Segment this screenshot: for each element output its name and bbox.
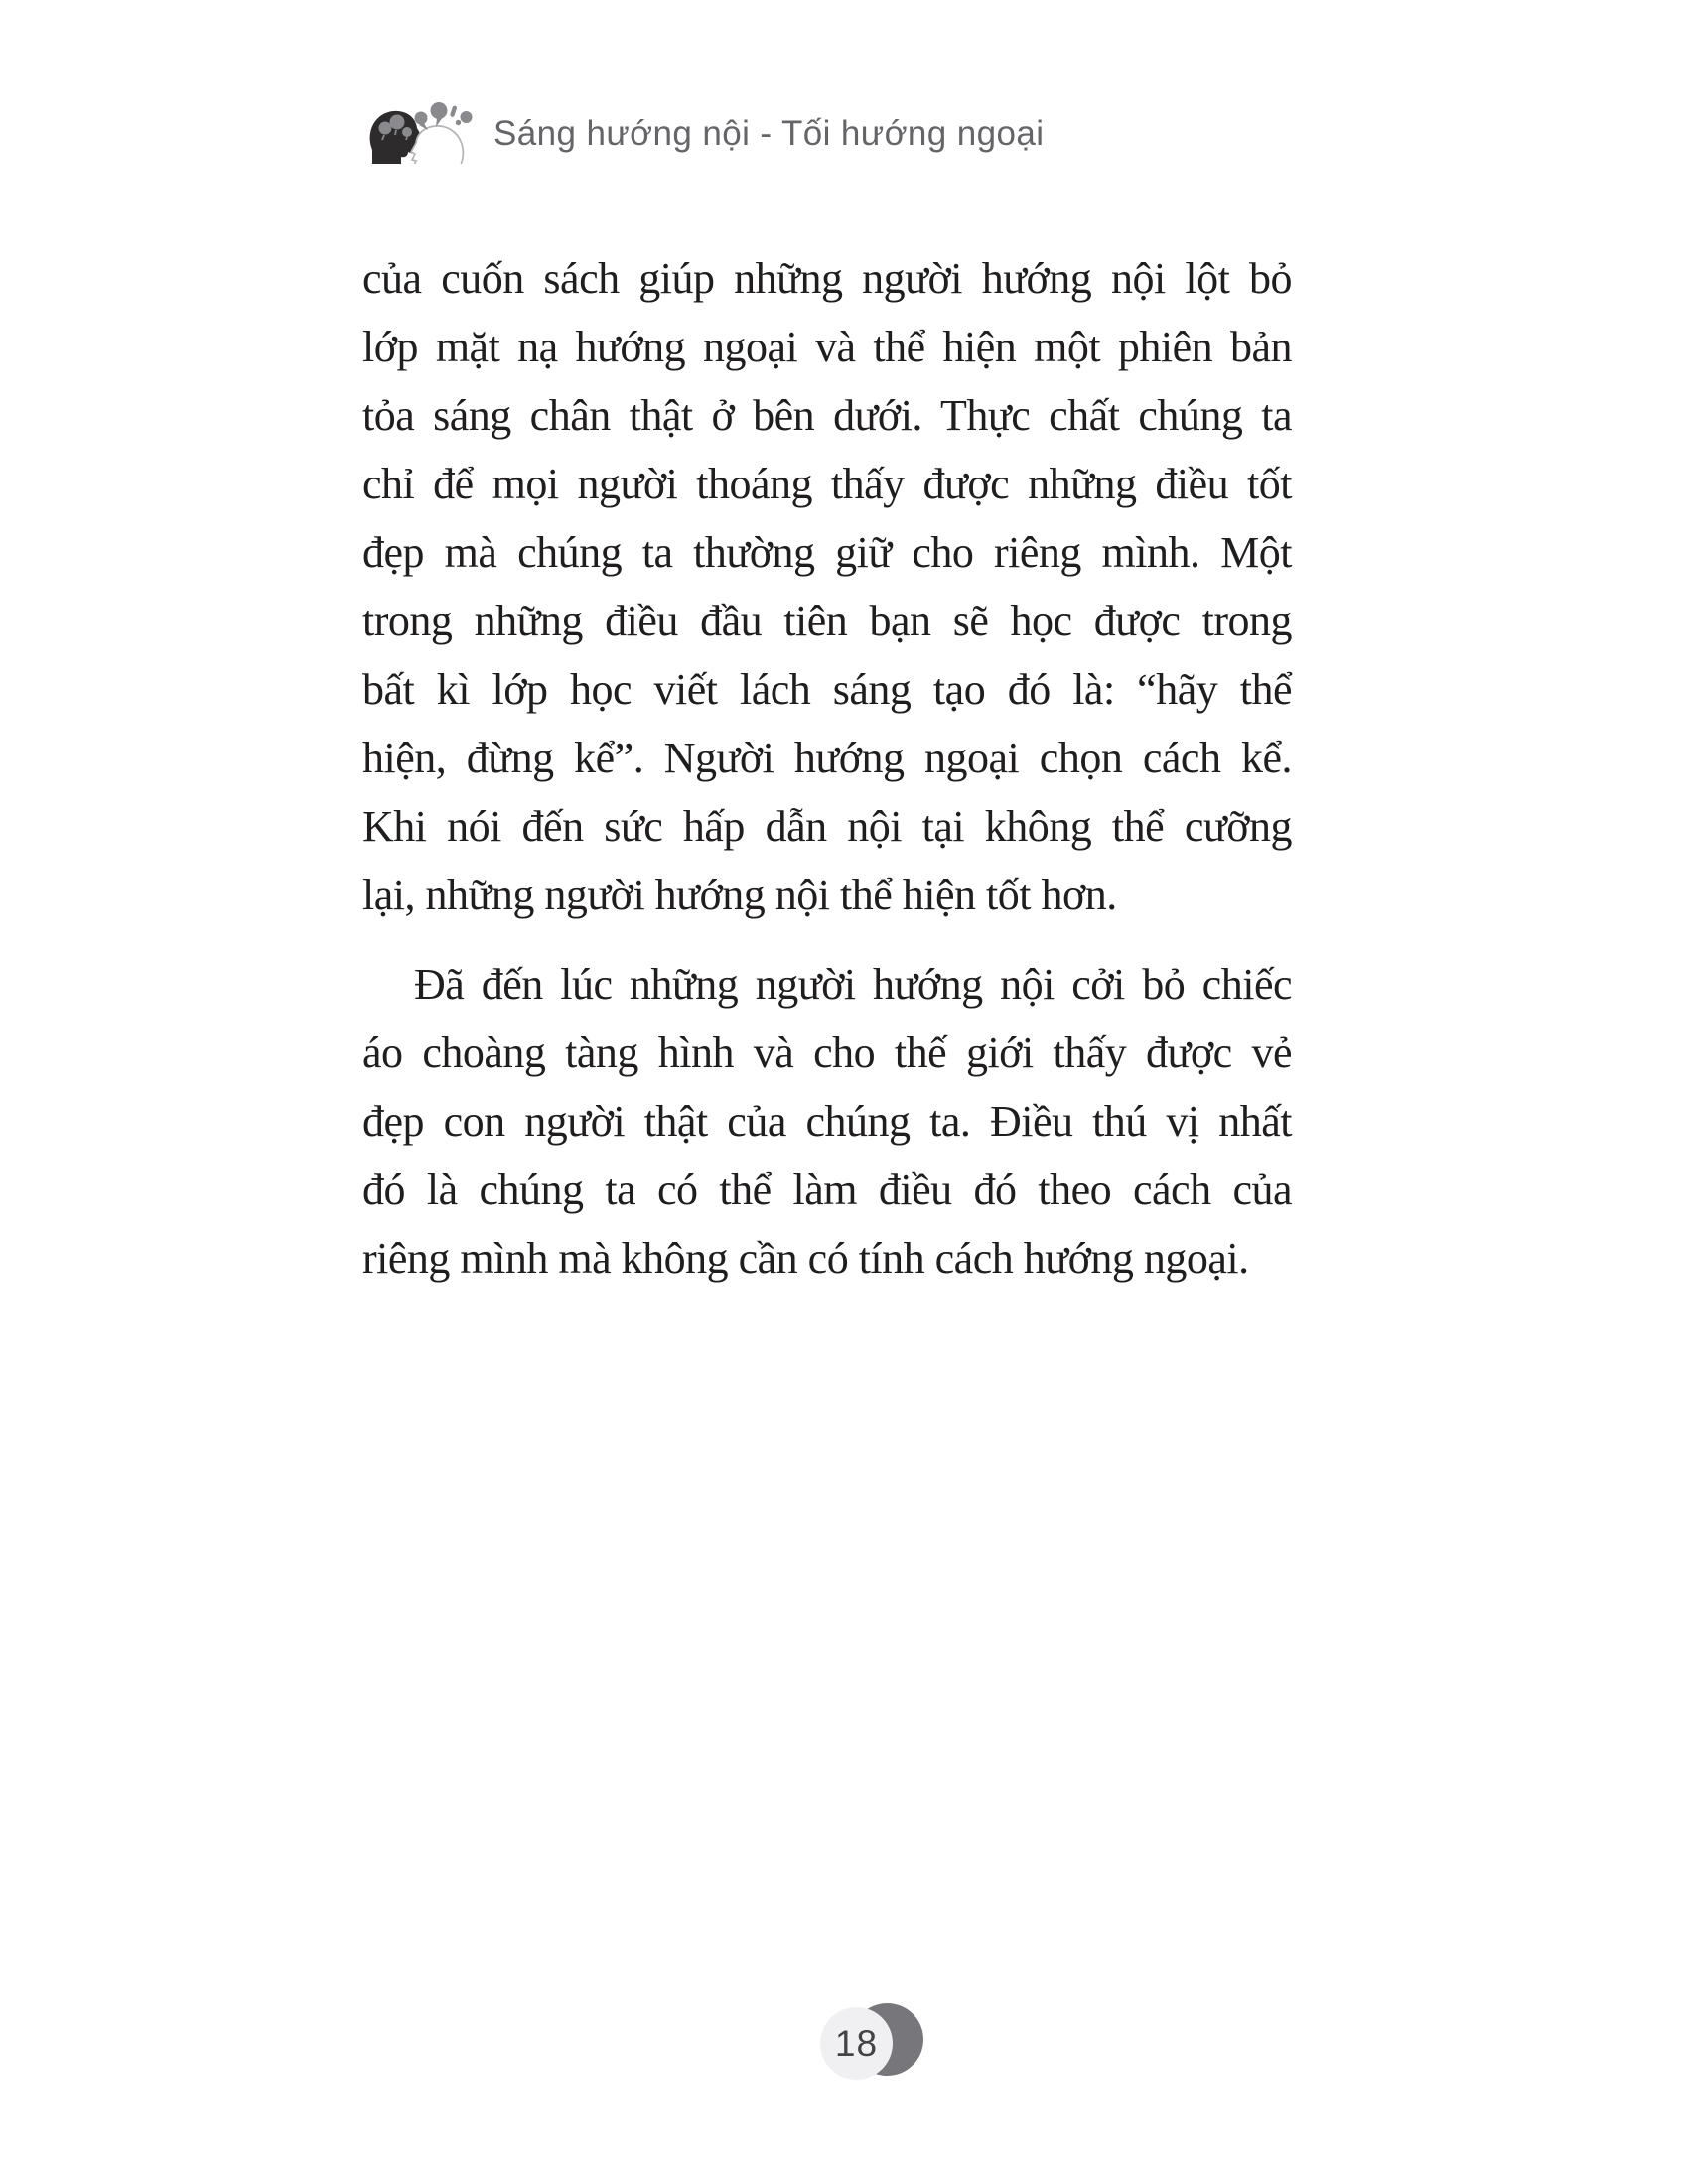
text-line: hiện, đừng kể”. Người hướng ngoại chọn cách kể. bbox=[362, 734, 1292, 782]
text-line: Khi nói đến sức hấp dẫn nội tại không thể cưỡng bbox=[362, 802, 1292, 851]
text-line: riêng mình mà không cần có tính cách hướng ngoại. bbox=[362, 1234, 1249, 1283]
paragraph bbox=[362, 950, 1292, 1293]
extrovert-head-icon bbox=[411, 102, 473, 164]
text-line: đó là chúng ta có thể làm điều đó theo cách của bbox=[362, 1165, 1292, 1214]
text-line: tỏa sáng chân thật ở bên dưới. Thực chất chúng ta bbox=[362, 391, 1292, 440]
chapter-heads-icon bbox=[360, 102, 473, 164]
text-line: trong những điều đầu tiên bạn sẽ học được trong bbox=[362, 597, 1292, 645]
page-number: 18 bbox=[834, 2022, 879, 2064]
badge-number-circle bbox=[820, 2007, 893, 2080]
text-line: bất kì lớp học viết lách sáng tạo đó là: “hãy thể bbox=[362, 665, 1292, 714]
body-text bbox=[362, 244, 1292, 1313]
text-line: đẹp con người thật của chúng ta. Điều thú vị nhất bbox=[362, 1097, 1292, 1146]
page-number-badge bbox=[820, 2003, 923, 2081]
text-line: chỉ để mọi người thoáng thấy được những điều tốt bbox=[362, 460, 1292, 508]
text-line: Đã đến lúc những người hướng nội cởi bỏ chiếc bbox=[414, 960, 1292, 1009]
text-line: của cuốn sách giúp những người hướng nội lột bỏ bbox=[362, 254, 1292, 303]
paragraph bbox=[362, 244, 1292, 929]
text-line: áo choàng tàng hình và cho thế giới thấy được vẻ bbox=[362, 1028, 1292, 1077]
running-header-title: Sáng hướng nội - Tối hướng ngoại bbox=[493, 114, 1045, 153]
text-line: lại, những người hướng nội thể hiện tốt hơn. bbox=[362, 871, 1117, 919]
text-line: lớp mặt nạ hướng ngoại và thể hiện một phiên bản bbox=[362, 323, 1292, 371]
text-line: đẹp mà chúng ta thường giữ cho riêng mình. Một bbox=[362, 528, 1292, 577]
